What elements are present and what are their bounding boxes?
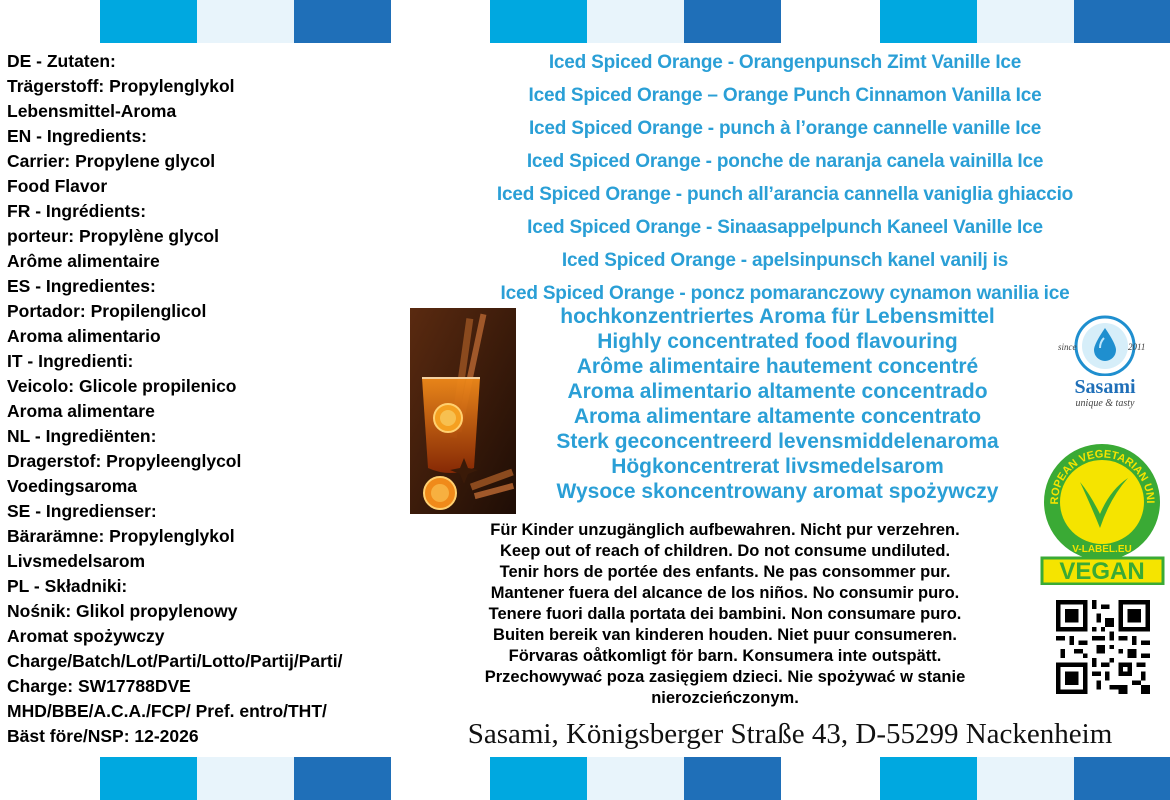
concentrate-line: Aroma alimentare altamente concentrato bbox=[573, 405, 982, 428]
concentrate-line: Högkoncentrerat livsmedelsarom bbox=[611, 455, 944, 478]
vegan-word: VEGAN bbox=[1059, 558, 1145, 585]
ingredients-line: Aroma alimentario bbox=[7, 326, 161, 346]
ingredients-line: Food Flavor bbox=[7, 176, 108, 196]
batch-line: Charge: SW17788DVE bbox=[7, 676, 191, 696]
best-before-line: MHD/BBE/A.C.A./FCP/ Pref. entro/THT/ bbox=[7, 701, 327, 721]
warning-line: Für Kinder unzugänglich aufbewahren. Nicht pur verzehren. bbox=[490, 521, 960, 539]
product-title: Iced Spiced Orange - punch all’arancia cannella vaniglia ghiaccio bbox=[496, 184, 1074, 205]
ingredients-line: Portador: Propilenglicol bbox=[7, 301, 207, 321]
ingredients-line: FR - Ingrédients: bbox=[7, 201, 147, 221]
ingredients-line: Voedingsaroma bbox=[7, 476, 137, 496]
qr-code[interactable] bbox=[1056, 600, 1150, 694]
v-label-icon bbox=[1040, 440, 1165, 585]
brand-tagline: unique & tasty bbox=[1075, 398, 1135, 409]
ingredients-line: porteur: Propylène glycol bbox=[7, 226, 219, 246]
product-title: Iced Spiced Orange - Orangenpunsch Zimt Vanille Ice bbox=[548, 52, 1022, 73]
ingredients-line: Nośnik: Glikol propylenowy bbox=[7, 601, 238, 621]
concentrate-line: hochkonzentriertes Aroma für Lebensmittel bbox=[560, 305, 995, 328]
concentrate-line: Highly concentrated food flavouring bbox=[597, 330, 958, 353]
ingredients-line: Arôme alimentaire bbox=[7, 251, 160, 271]
product-title: Iced Spiced Orange - apelsinpunsch kanel vanilj is bbox=[561, 250, 1009, 271]
product-title: Iced Spiced Orange - Sinaasappelpunch Kaneel Vanille Ice bbox=[527, 217, 1043, 238]
product-title: Iced Spiced Orange - ponche de naranja canela vainilla Ice bbox=[526, 151, 1044, 172]
ingredients-line: Trägerstoff: Propylenglykol bbox=[7, 76, 235, 96]
ingredients-line: EN - Ingredients: bbox=[7, 126, 148, 146]
ingredients-line: ES - Ingredientes: bbox=[7, 276, 156, 296]
ingredients-list bbox=[7, 49, 417, 749]
concentrate-line: Sterk geconcentreerd levensmiddelenaroma bbox=[556, 430, 999, 453]
concentrate-line: Aroma alimentario altamente concentrado bbox=[567, 380, 988, 403]
v-label-ring-text: ROPEAN VEGETARIAN UNI bbox=[1048, 448, 1157, 505]
manufacturer-address: Sasami, Königsberger Straße 43, D-55299 Nackenheim bbox=[467, 718, 1113, 750]
concentrate-line: Wysoce skoncentrowany aromat spożywczy bbox=[556, 480, 999, 503]
vegan-label bbox=[1040, 440, 1165, 585]
orange-punch-illustration bbox=[410, 308, 516, 514]
product-title: Iced Spiced Orange - punch à l’orange cannelle vanille Ice bbox=[528, 118, 1042, 139]
top-stripe bbox=[0, 0, 1170, 43]
ingredients-line: Dragerstof: Propyleenglycol bbox=[7, 451, 242, 471]
product-photo bbox=[410, 308, 516, 514]
warning-line: Förvaras oåtkomligt för barn. Konsumera inte outspätt. bbox=[508, 647, 942, 665]
product-titles bbox=[440, 46, 1130, 310]
ingredients-line: Aromat spożywczy bbox=[7, 626, 165, 646]
bottom-stripe bbox=[0, 757, 1170, 800]
product-title: Iced Spiced Orange - poncz pomaranczowy cynamon wanilia ice bbox=[500, 283, 1070, 304]
ingredients-line: Lebensmittel-Aroma bbox=[7, 101, 177, 121]
qr-code-icon bbox=[1056, 600, 1150, 694]
batch-line: Charge/Batch/Lot/Parti/Lotto/Partij/Parti/ bbox=[7, 651, 343, 671]
warning-line: Mantener fuera del alcance de los niños. No consumir puro. bbox=[490, 584, 960, 602]
ingredients-line: Veicolo: Glicole propilenico bbox=[7, 376, 237, 396]
warning-line: Buiten bereik van kinderen houden. Niet puur consumeren. bbox=[493, 626, 957, 644]
warning-line: Keep out of reach of children. Do not consume undiluted. bbox=[499, 542, 951, 560]
ingredients-line: Livsmedelsarom bbox=[7, 551, 146, 571]
sasami-logo bbox=[1040, 312, 1170, 412]
concentrate-line: Arôme alimentaire hautement concentré bbox=[576, 355, 979, 378]
ingredients-line: SE - Ingredienser: bbox=[7, 501, 157, 521]
ingredients-line: NL - Ingrediënten: bbox=[7, 426, 157, 446]
warning-statements bbox=[415, 520, 1035, 709]
concentrate-statements bbox=[505, 304, 1050, 504]
ingredients-line: Aroma alimentare bbox=[7, 401, 155, 421]
ingredients-line: PL - Składniki: bbox=[7, 576, 128, 596]
best-before-line: Bäst före/NSP: 12-2026 bbox=[7, 726, 199, 746]
product-title: Iced Spiced Orange – Orange Punch Cinnamon Vanilla Ice bbox=[528, 85, 1042, 106]
warning-line: nierozcieńczonym. bbox=[651, 689, 799, 707]
since-right: 2011 bbox=[1128, 342, 1146, 352]
brand-name: Sasami bbox=[1074, 376, 1136, 398]
ingredients-line: Carrier: Propylene glycol bbox=[7, 151, 216, 171]
ingredients-line: IT - Ingredienti: bbox=[7, 351, 134, 371]
since-left: since bbox=[1058, 342, 1077, 352]
ingredients-line: Bärarämne: Propylenglykol bbox=[7, 526, 235, 546]
ingredients-line: DE - Zutaten: bbox=[7, 51, 116, 71]
warning-line: Tenir hors de portée des enfants. Ne pas consommer pur. bbox=[499, 563, 951, 581]
warning-line: Tenere fuori dalla portata dei bambini. Non consumare puro. bbox=[488, 605, 962, 623]
v-label-url: V-LABEL.EU bbox=[1072, 544, 1132, 555]
warning-line: Przechowywać poza zasięgiem dzieci. Nie spożywać w stanie bbox=[484, 668, 966, 686]
